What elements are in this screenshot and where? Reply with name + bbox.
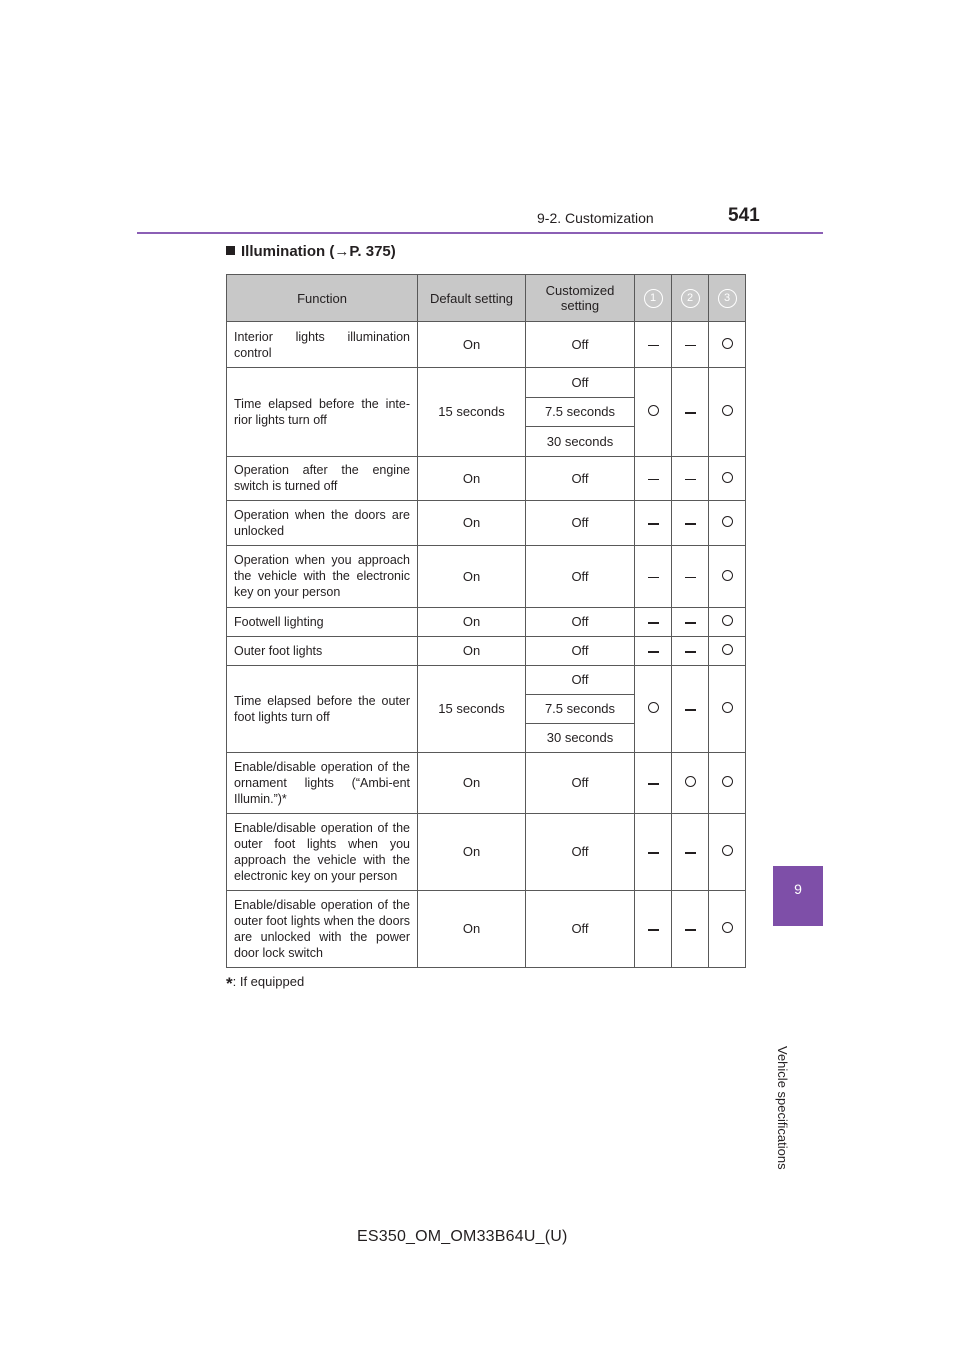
dash-mark-icon	[685, 651, 696, 653]
table-row	[227, 607, 746, 636]
function-cell: Enable/disable operation of the outer foot lights when the doors are unlocked with the power door lock switch	[227, 890, 418, 967]
customized-setting-cell: Off	[526, 607, 635, 636]
dash-mark-icon	[685, 479, 696, 481]
customized-setting-cell: Off	[526, 322, 635, 368]
circled-number-icon: 1	[644, 289, 663, 308]
customized-setting-cell: Off	[526, 752, 635, 813]
applicability-cell	[709, 752, 746, 813]
customized-setting-cell: Off	[526, 665, 635, 694]
table-row	[227, 500, 746, 545]
applicability-cell	[709, 607, 746, 636]
applicability-cell	[709, 813, 746, 890]
applicability-cell	[709, 545, 746, 607]
circle-mark-icon	[722, 615, 733, 626]
customized-setting-cell: 30 seconds	[526, 723, 635, 752]
dash-mark-icon	[685, 523, 696, 525]
circle-mark-icon	[722, 516, 733, 527]
applicability-cell	[635, 456, 672, 500]
function-cell: Enable/disable operation of the ornament lights (“Ambi-ent Illumin.”)*	[227, 752, 418, 813]
function-cell: Operation after the engine switch is turned off	[227, 456, 418, 500]
applicability-cell	[635, 368, 672, 457]
circle-mark-icon	[722, 338, 733, 349]
default-setting-cell: On	[418, 890, 526, 967]
circle-mark-icon	[722, 702, 733, 713]
dash-mark-icon	[648, 929, 659, 931]
customized-setting-cell: 7.5 seconds	[526, 694, 635, 723]
applicability-cell	[709, 500, 746, 545]
default-setting-cell: On	[418, 500, 526, 545]
table-row	[227, 545, 746, 607]
default-setting-cell: 15 seconds	[418, 665, 526, 752]
applicability-cell	[672, 752, 709, 813]
applicability-cell	[709, 890, 746, 967]
applicability-cell	[672, 368, 709, 457]
applicability-cell	[635, 890, 672, 967]
circle-mark-icon	[685, 776, 696, 787]
default-setting-cell: On	[418, 456, 526, 500]
dash-mark-icon	[648, 577, 659, 579]
applicability-cell	[635, 636, 672, 665]
table-row	[227, 890, 746, 967]
applicability-cell	[709, 368, 746, 457]
default-setting-cell: On	[418, 607, 526, 636]
table-row	[227, 456, 746, 500]
dash-mark-icon	[685, 709, 696, 711]
dash-mark-icon	[685, 622, 696, 624]
document-code: ES350_OM_OM33B64U_(U)	[357, 1228, 568, 1245]
applicability-cell	[635, 545, 672, 607]
applicability-cell	[672, 665, 709, 752]
default-setting-cell: On	[418, 752, 526, 813]
dash-mark-icon	[648, 523, 659, 525]
dash-mark-icon	[685, 929, 696, 931]
circle-mark-icon	[722, 776, 733, 787]
function-cell: Outer foot lights	[227, 636, 418, 665]
table-row	[227, 636, 746, 665]
applicability-cell	[672, 322, 709, 368]
customized-setting-cell: Off	[526, 500, 635, 545]
circle-mark-icon	[722, 845, 733, 856]
customized-setting-cell: Off	[526, 813, 635, 890]
square-bullet-icon	[226, 246, 235, 255]
column-header	[672, 275, 709, 322]
function-cell: Time elapsed before the outer foot lights turn off	[227, 665, 418, 752]
function-cell: Operation when the doors are unlocked	[227, 500, 418, 545]
function-cell: Enable/disable operation of the outer foot lights when you approach the vehicle with the electronic key on your person	[227, 813, 418, 890]
circle-mark-icon	[722, 472, 733, 483]
circle-mark-icon	[722, 644, 733, 655]
column-header	[635, 275, 672, 322]
applicability-cell	[709, 636, 746, 665]
customized-setting-cell: 30 seconds	[526, 427, 635, 457]
footnote-text: : If equipped	[232, 974, 305, 989]
circle-mark-icon	[722, 570, 733, 581]
footnote-marker: *	[226, 974, 233, 993]
customized-setting-cell: Off	[526, 545, 635, 607]
function-cell: Footwell lighting	[227, 607, 418, 636]
chapter-label: Vehicle specifications	[775, 1046, 790, 1170]
column-header: Default setting	[418, 275, 526, 322]
chapter-number: 9	[794, 881, 802, 897]
table-row	[227, 322, 746, 368]
default-setting-cell: On	[418, 322, 526, 368]
customization-table	[226, 274, 746, 968]
applicability-cell	[672, 545, 709, 607]
customized-setting-cell: Off	[526, 368, 635, 398]
dash-mark-icon	[648, 852, 659, 854]
applicability-cell	[672, 500, 709, 545]
customized-setting-cell: Off	[526, 890, 635, 967]
dash-mark-icon	[685, 577, 696, 579]
section-title-text: Illumination (→P. 375)	[241, 243, 396, 260]
column-header: Function	[227, 275, 418, 322]
applicability-cell	[672, 636, 709, 665]
circle-mark-icon	[722, 405, 733, 416]
default-setting-cell: On	[418, 545, 526, 607]
circled-number-icon: 2	[681, 289, 700, 308]
default-setting-cell: 15 seconds	[418, 368, 526, 457]
column-header	[709, 275, 746, 322]
circle-mark-icon	[722, 922, 733, 933]
applicability-cell	[672, 607, 709, 636]
applicability-cell	[635, 813, 672, 890]
dash-mark-icon	[685, 852, 696, 854]
customized-setting-cell: Off	[526, 636, 635, 665]
table-row	[227, 752, 746, 813]
function-cell: Interior lights illumination control	[227, 322, 418, 368]
column-header: Customized setting	[526, 275, 635, 322]
circled-number-icon: 3	[718, 289, 737, 308]
applicability-cell	[709, 665, 746, 752]
table-row	[227, 665, 746, 694]
dash-mark-icon	[648, 783, 659, 785]
dash-mark-icon	[648, 479, 659, 481]
customized-setting-cell: Off	[526, 456, 635, 500]
applicability-cell	[635, 322, 672, 368]
chapter-tab	[773, 866, 823, 926]
section-title	[226, 243, 396, 260]
default-setting-cell: On	[418, 636, 526, 665]
customized-setting-cell: 7.5 seconds	[526, 397, 635, 427]
dash-mark-icon	[648, 345, 659, 347]
applicability-cell	[709, 456, 746, 500]
table-row	[227, 813, 746, 890]
applicability-cell	[635, 752, 672, 813]
circle-mark-icon	[648, 702, 659, 713]
function-cell: Operation when you approach the vehicle with the electronic key on your person	[227, 545, 418, 607]
applicability-cell	[709, 322, 746, 368]
applicability-cell	[635, 500, 672, 545]
dash-mark-icon	[648, 651, 659, 653]
header-divider	[137, 232, 823, 234]
footnote	[226, 974, 304, 994]
dash-mark-icon	[685, 345, 696, 347]
applicability-cell	[635, 607, 672, 636]
table-row	[227, 368, 746, 398]
applicability-cell	[635, 665, 672, 752]
header-section-title: 9-2. Customization	[537, 210, 654, 226]
circle-mark-icon	[648, 405, 659, 416]
default-setting-cell: On	[418, 813, 526, 890]
applicability-cell	[672, 813, 709, 890]
applicability-cell	[672, 890, 709, 967]
page-number: 541	[728, 205, 760, 226]
dash-mark-icon	[648, 622, 659, 624]
dash-mark-icon	[685, 412, 696, 414]
table-header-row	[227, 275, 746, 322]
applicability-cell	[672, 456, 709, 500]
function-cell: Time elapsed before the inte-rior lights turn off	[227, 368, 418, 457]
